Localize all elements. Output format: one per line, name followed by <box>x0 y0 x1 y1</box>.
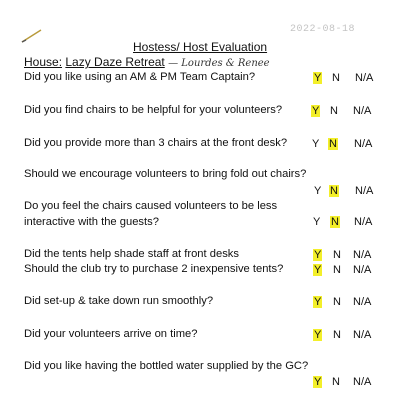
question-5-line-2: interactive with the guests? <box>24 216 159 228</box>
question-5-line-1: Do you feel the chairs caused volunteers to be less <box>24 200 278 212</box>
answer-y[interactable]: Y <box>314 264 322 276</box>
question-9: Did your volunteers arrive on time? <box>24 328 198 340</box>
answer-na[interactable]: N/A <box>353 264 372 276</box>
answer-y[interactable]: Y <box>312 105 320 117</box>
house-name: Lazy Daze Retreat <box>65 55 165 69</box>
answer-y[interactable]: Y <box>314 376 322 388</box>
answer-y[interactable]: Y <box>312 138 320 150</box>
pencil-mark-icon <box>20 28 44 44</box>
answer-y[interactable]: Y <box>314 185 322 197</box>
answer-y[interactable]: Y <box>314 249 322 261</box>
answer-y[interactable]: Y <box>314 72 322 84</box>
answer-na[interactable]: N/A <box>354 216 373 228</box>
answer-n[interactable]: N <box>330 185 338 197</box>
question-10: Did you like having the bottled water supplied by the GC? <box>24 360 309 372</box>
question-8: Did set-up & take down run smoothly? <box>24 295 214 307</box>
answer-n[interactable]: N <box>333 296 341 308</box>
answer-na[interactable]: N/A <box>353 296 372 308</box>
house-label: House: <box>24 55 63 69</box>
answer-n[interactable]: N <box>329 138 337 150</box>
answer-y[interactable]: Y <box>314 296 322 308</box>
answer-na[interactable]: N/A <box>353 329 372 341</box>
question-6: Did the tents help shade staff at front desks <box>24 248 239 260</box>
handwritten-note: — Lourdes & Renee <box>168 58 270 69</box>
page-title: Hostess/ Host Evaluation <box>133 40 268 54</box>
answer-y[interactable]: Y <box>313 216 321 228</box>
answer-n[interactable]: N <box>333 249 341 261</box>
answer-na[interactable]: N/A <box>355 72 374 84</box>
question-1: Did you like using an AM & PM Team Captain? <box>24 71 256 83</box>
answer-n[interactable]: N <box>332 72 340 84</box>
answer-n[interactable]: N <box>333 329 341 341</box>
question-2: Did you find chairs to be helpful for your volunteers? <box>24 104 283 116</box>
question-3: Did you provide more than 3 chairs at the front desk? <box>24 137 288 149</box>
question-4: Should we encourage volunteers to bring fold out chairs? <box>24 168 307 180</box>
answer-n[interactable]: N <box>331 216 339 228</box>
house-line <box>24 55 270 69</box>
answer-na[interactable]: N/A <box>353 376 372 388</box>
answer-n[interactable]: N <box>332 376 340 388</box>
date-stamp: 2022-08-18 <box>290 24 356 35</box>
answer-na[interactable]: N/A <box>353 249 372 261</box>
answer-n[interactable]: N <box>333 264 341 276</box>
question-7: Should the club try to purchase 2 inexpensive tents? <box>24 263 284 275</box>
answer-na[interactable]: N/A <box>354 138 373 150</box>
answer-n[interactable]: N <box>330 105 338 117</box>
answer-na[interactable]: N/A <box>355 185 374 197</box>
answer-na[interactable]: N/A <box>353 105 372 117</box>
answer-y[interactable]: Y <box>314 329 322 341</box>
